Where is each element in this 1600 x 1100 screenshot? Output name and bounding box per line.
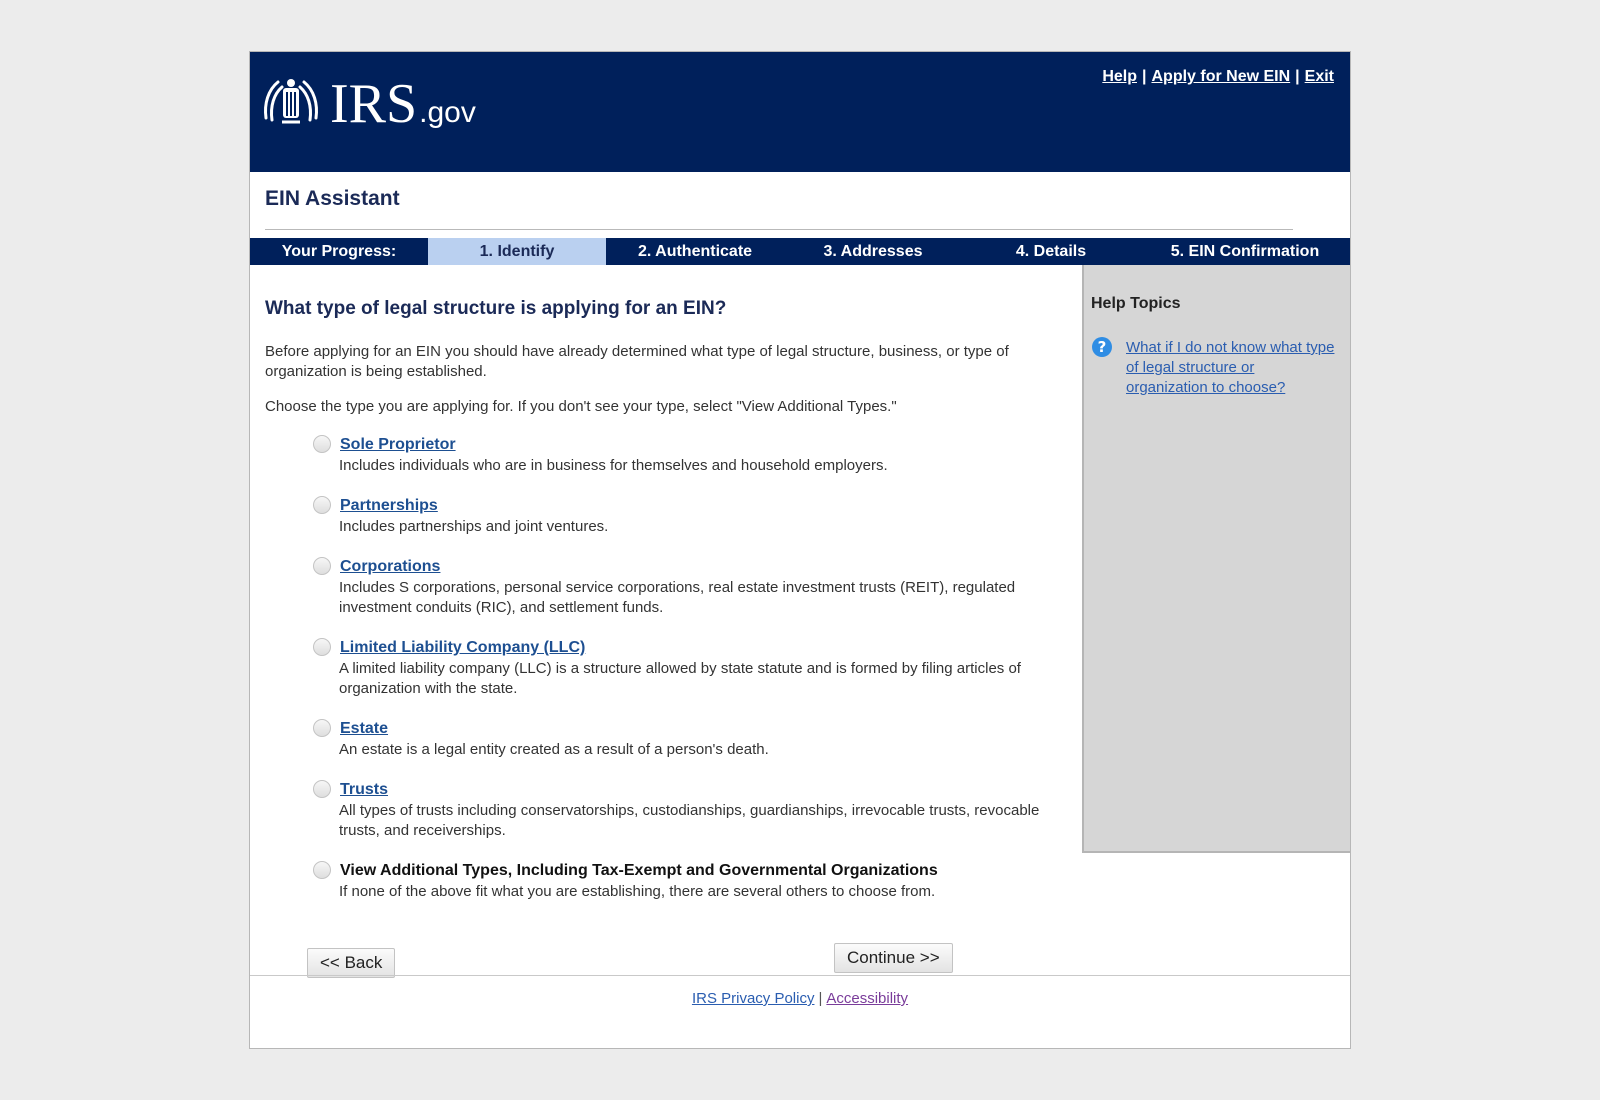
- intro-text: Before applying for an EIN you should have already determined what type of legal structure, business, or type of organization is being established.: [265, 343, 1009, 380]
- continue-button[interactable]: Continue >>: [834, 943, 953, 973]
- option-description: Includes S corporations, personal service corporations, real estate investment trusts (REIT), regulated investment conduits (RIC), and settlement funds.: [339, 579, 1016, 616]
- radio-view-additional-types[interactable]: [313, 861, 331, 879]
- radio-partnerships[interactable]: [313, 496, 331, 514]
- radio-estate[interactable]: [313, 719, 331, 737]
- site-header: [250, 52, 1350, 172]
- option-description: Includes individuals who are in business for themselves and household employers.: [339, 457, 888, 474]
- progress-label: Your Progress:: [281, 242, 397, 260]
- progress-step-addresses: 3. Addresses: [823, 242, 923, 260]
- question-heading: What type of legal structure is applying for an EIN?: [265, 298, 727, 319]
- instruction-text: Choose the type you are applying for. If you don't see your type, select "View Additional Types.": [265, 398, 897, 415]
- question-circle-icon: ?: [1092, 337, 1112, 357]
- apply-new-ein-link[interactable]: Apply for New EIN: [1151, 68, 1291, 85]
- exit-link[interactable]: Exit: [1304, 68, 1334, 85]
- option-title-link[interactable]: Estate: [340, 720, 389, 737]
- help-topic-link[interactable]: What if I do not know what type of legal structure or organization to choose?: [1126, 339, 1335, 396]
- page-title: EIN Assistant: [265, 187, 400, 210]
- link-separator: |: [1295, 68, 1300, 85]
- option-title-link[interactable]: Limited Liability Company (LLC): [340, 639, 586, 656]
- option-description: Includes partnerships and joint ventures.: [339, 518, 609, 535]
- ein-assistant-window: [249, 51, 1351, 1049]
- option-description: An estate is a legal entity created as a result of a person's death.: [339, 741, 769, 758]
- progress-step-authenticate: 2. Authenticate: [637, 242, 753, 260]
- option-title-link[interactable]: Corporations: [340, 558, 441, 575]
- radio-llc[interactable]: [313, 638, 331, 656]
- logo-wordmark: IRS: [330, 73, 418, 135]
- option-description: If none of the above fit what you are establishing, there are several others to choose from.: [339, 883, 936, 900]
- header-links: [1102, 68, 1334, 86]
- option-description: All types of trusts including conservatorships, custodianships, guardianships, irrevocable trusts, revocable trusts, and receiverships.: [339, 802, 1040, 839]
- help-link[interactable]: Help: [1102, 68, 1137, 85]
- option-title-link[interactable]: Sole Proprietor: [340, 436, 456, 453]
- title-divider: [265, 229, 1293, 230]
- radio-corporations[interactable]: [313, 557, 331, 575]
- radio-sole-proprietor[interactable]: [313, 435, 331, 453]
- logo-domain: .gov: [419, 96, 476, 129]
- help-topics-panel: [1082, 265, 1350, 853]
- accessibility-link[interactable]: Accessibility: [826, 990, 909, 1007]
- progress-step-ein-confirmation: 5. EIN Confirmation: [1170, 242, 1320, 260]
- footer-divider: [250, 975, 1350, 976]
- option-title: View Additional Types, Including Tax-Exempt and Governmental Organizations: [340, 862, 938, 879]
- irs-logo[interactable]: [260, 73, 476, 135]
- privacy-policy-link[interactable]: IRS Privacy Policy: [691, 990, 815, 1007]
- page-footer: [250, 990, 1350, 1007]
- link-separator: |: [1142, 68, 1147, 85]
- help-topics-heading: Help Topics: [1091, 295, 1181, 312]
- irs-eagle-icon: [260, 74, 322, 130]
- option-description: A limited liability company (LLC) is a structure allowed by state statute and is formed by filing articles of organization with the state.: [339, 660, 1021, 697]
- option-title-link[interactable]: Trusts: [340, 781, 389, 798]
- radio-trusts[interactable]: [313, 780, 331, 798]
- footer-separator: |: [818, 990, 823, 1007]
- back-button[interactable]: << Back: [307, 948, 395, 978]
- progress-step-identify: 1. Identify: [428, 238, 606, 265]
- progress-bar: [250, 238, 1350, 265]
- progress-step-details: 4. Details: [1015, 242, 1087, 260]
- option-title-link[interactable]: Partnerships: [340, 497, 438, 514]
